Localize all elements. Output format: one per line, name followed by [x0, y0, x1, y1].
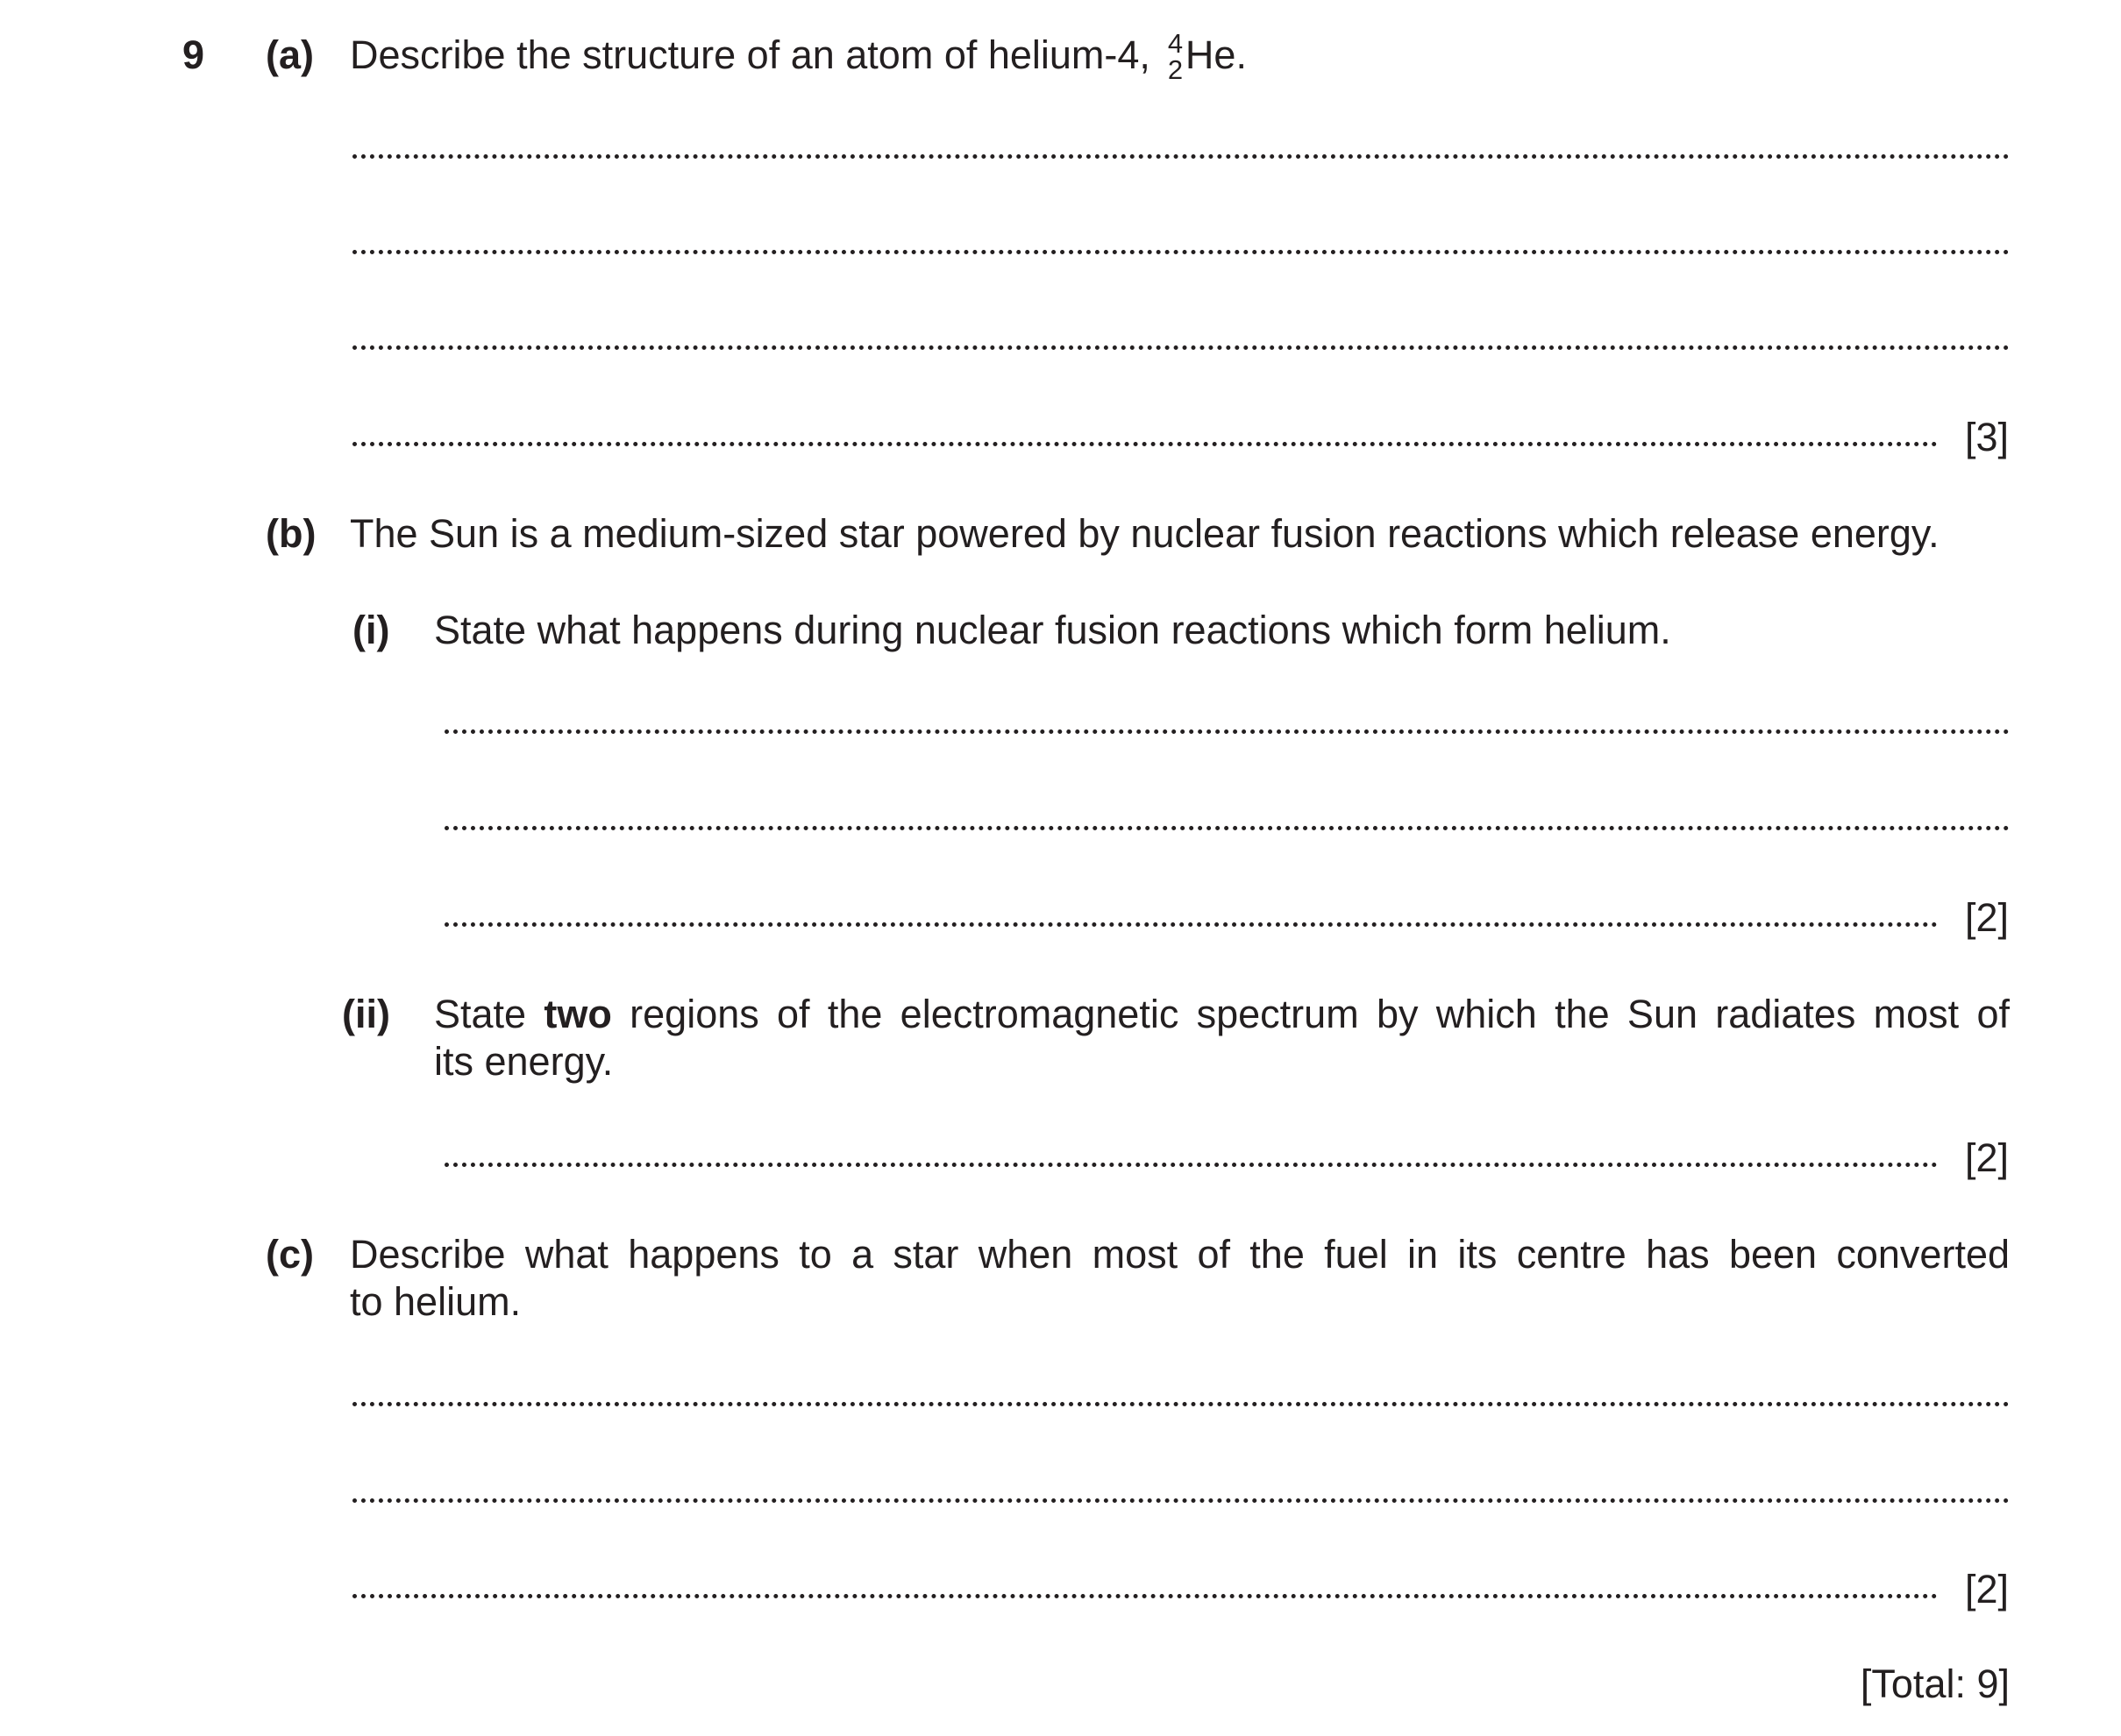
nuclide-atomic-number: 2 [1167, 54, 1184, 85]
answer-line-b-i-3[interactable] [445, 922, 1938, 927]
part-c-prompt [350, 1231, 2010, 1326]
mark-c: [2] [1965, 1567, 2010, 1611]
part-b-ii-line2: its energy. [434, 1039, 614, 1084]
answer-line-c1[interactable] [352, 1402, 2010, 1406]
part-b-intro: The Sun is a medium-sized star powered by nuclear fusion reactions which release energy. [350, 511, 1940, 556]
part-b-ii-prompt-end: regions of the electromagnetic spectrum by which the Sun radiates most of [630, 992, 2010, 1036]
answer-line-a3[interactable] [352, 345, 2010, 350]
question-number: 9 [182, 32, 205, 77]
part-c-line2: to helium. [350, 1279, 522, 1324]
answer-line-c2[interactable] [352, 1498, 2010, 1503]
mark-a: [3] [1965, 415, 2010, 459]
part-a-prompt [350, 28, 1247, 85]
mark-b-ii: [2] [1965, 1135, 2010, 1180]
nuclide-notation [1164, 28, 1185, 85]
part-b-i-prompt: State what happens during nuclear fusion reactions which form helium. [434, 608, 1671, 652]
part-b-i-label: (i) [352, 608, 390, 652]
part-c-label: (c) [266, 1232, 314, 1277]
part-b-ii-label: (ii) [342, 992, 390, 1036]
answer-line-a2[interactable] [352, 250, 2010, 254]
answer-line-c3[interactable] [352, 1594, 1938, 1598]
part-a-label: (a) [266, 32, 314, 77]
nuclide-symbol: He. [1185, 32, 1247, 77]
answer-line-a1[interactable] [352, 154, 2010, 159]
answer-line-a4[interactable] [352, 442, 1938, 446]
answer-line-b-ii-1[interactable] [445, 1163, 1938, 1167]
part-b-ii-prompt-start: State [434, 992, 527, 1036]
mark-b-i: [2] [1965, 895, 2010, 940]
part-b-ii-line1 [434, 991, 2010, 1038]
answer-line-b-i-1[interactable] [445, 729, 2010, 734]
part-b-ii-prompt [434, 991, 2010, 1085]
part-a-prompt-text: Describe the structure of an atom of helium-4, [350, 32, 1150, 77]
part-b-label: (b) [266, 511, 317, 556]
nuclide-mass-number: 4 [1167, 28, 1184, 59]
part-c-line1: Describe what happens to a star when most of the fuel in its centre has been converted [350, 1232, 2010, 1277]
total-marks: [Total: 9] [1860, 1661, 2010, 1706]
answer-line-b-i-2[interactable] [445, 826, 2010, 830]
part-b-ii-emphasis: two [544, 992, 612, 1036]
